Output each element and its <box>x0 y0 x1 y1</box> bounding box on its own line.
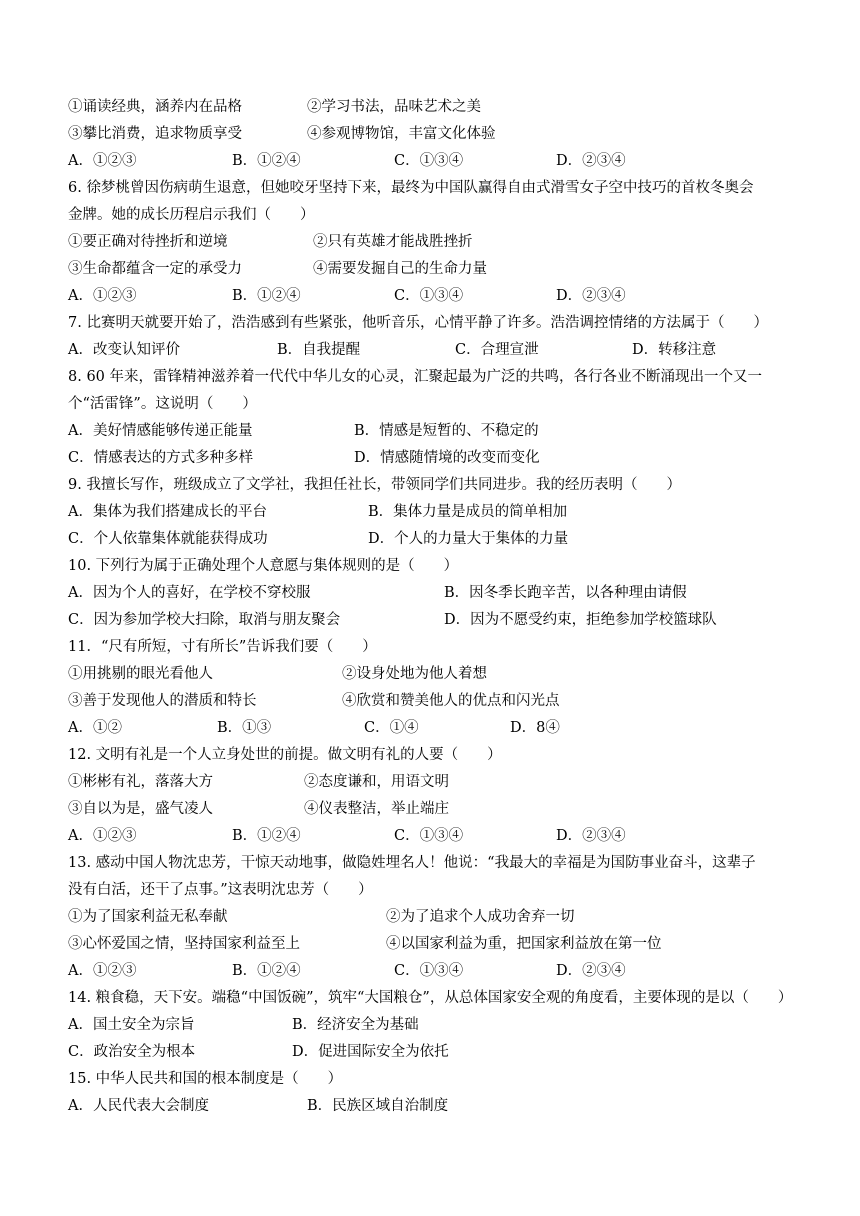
option-line <box>0 931 860 958</box>
question-11-stem <box>0 634 860 661</box>
statement-1: ①要正确对待挫折和逆境 <box>68 234 228 250</box>
question-8-stem-cont <box>0 391 860 418</box>
choice-d: D．个人的力量大于集体的力量 <box>368 531 569 547</box>
answer-choices <box>0 1039 860 1066</box>
question-6-stem <box>0 175 860 202</box>
choice-a: A．①②③ <box>68 153 137 169</box>
answer-choices <box>0 499 860 526</box>
option-line <box>0 769 860 796</box>
choice-c: C．①④ <box>364 720 419 736</box>
answer-choices <box>0 445 860 472</box>
question-text: 13. 感动中国人物沈忠芳，干惊天动地事，做隐姓埋名人！他说：“我最大的幸福是为国防事业奋斗，这辈子 <box>68 855 756 871</box>
option-line <box>0 121 860 148</box>
choice-b: B．①②④ <box>232 963 301 979</box>
choice-d: D．②③④ <box>556 828 626 844</box>
question-9-stem <box>0 472 860 499</box>
option-line <box>0 94 860 121</box>
choice-a: A．①② <box>68 720 122 736</box>
statement-4: ④仪表整洁，举止端庄 <box>304 801 449 817</box>
choice-b: B．经济安全为基础 <box>292 1017 419 1033</box>
statement-3: ③攀比消费，追求物质享受 <box>68 126 242 142</box>
choice-c: C．①③④ <box>394 828 464 844</box>
statement-1: ①用挑剔的眼光看他人 <box>68 666 213 682</box>
statement-4: ④以国家利益为重，把国家利益放在第一位 <box>386 936 662 952</box>
choice-c: C．政治安全为根本 <box>68 1044 196 1060</box>
question-8-stem <box>0 364 860 391</box>
statement-2: ②只有英雄才能战胜挫折 <box>313 234 473 250</box>
statement-3: ③善于发现他人的潜质和特长 <box>68 693 257 709</box>
choice-d: D．②③④ <box>556 288 626 304</box>
answer-choices <box>0 958 860 985</box>
question-13-stem-cont <box>0 877 860 904</box>
statement-1: ①彬彬有礼，落落大方 <box>68 774 213 790</box>
answer-choices <box>0 418 860 445</box>
question-12-stem <box>0 742 860 769</box>
statement-2: ②学习书法，品味艺术之美 <box>307 99 481 115</box>
choice-a: A．因为个人的喜好，在学校不穿校服 <box>68 585 311 601</box>
question-text: 没有白活，还干了点事。”这表明沈忠芳（ ） <box>68 882 373 898</box>
choice-c: C．①③④ <box>394 153 464 169</box>
question-13-stem <box>0 850 860 877</box>
choice-a: A．①②③ <box>68 963 137 979</box>
statement-2: ②为了追求个人成功舍弃一切 <box>386 909 575 925</box>
question-text: 7. 比赛明天就要开始了，浩浩感到有些紧张，他听音乐，心情平静了许多。浩浩调控情绪的方法属于（ ） <box>68 315 768 331</box>
choice-a: A．集体为我们搭建成长的平台 <box>68 504 267 520</box>
question-text: 11．“尺有所短，寸有所长”告诉我们要（ ） <box>68 639 377 655</box>
option-line <box>0 256 860 283</box>
choice-b: B．①③ <box>217 720 272 736</box>
question-14-stem <box>0 985 860 1012</box>
question-10-stem <box>0 553 860 580</box>
choice-b: B．①②④ <box>232 828 301 844</box>
choice-b: B．情感是短暂的、不稳定的 <box>354 423 539 439</box>
option-line <box>0 688 860 715</box>
choice-b: B．自我提醒 <box>277 342 361 358</box>
choice-c: C．①③④ <box>394 963 464 979</box>
statement-3: ③自以为是，盛气凌人 <box>68 801 213 817</box>
choice-d: D．转移注意 <box>632 342 717 358</box>
option-line <box>0 661 860 688</box>
answer-choices <box>0 337 860 364</box>
choice-a: A．①②③ <box>68 828 137 844</box>
choice-d: D．情感随情境的改变而变化 <box>354 450 540 466</box>
answer-choices <box>0 1093 860 1120</box>
question-text: 10. 下列行为属于正确处理个人意愿与集体规则的是（ ） <box>68 558 459 574</box>
statement-1: ①诵读经典，涵养内在品格 <box>68 99 242 115</box>
answer-choices <box>0 607 860 634</box>
answer-choices <box>0 580 860 607</box>
option-line <box>0 796 860 823</box>
choice-b: B．①②④ <box>232 288 301 304</box>
answer-choices <box>0 823 860 850</box>
option-line <box>0 904 860 931</box>
question-text: 14. 粮食稳，天下安。端稳“中国饭碗”，筑牢“大国粮仓”，从总体国家安全观的角度看，主要体现的是以（ ） <box>68 990 793 1006</box>
statement-2: ②设身处地为他人着想 <box>342 666 487 682</box>
choice-a: A．改变认知评价 <box>68 342 180 358</box>
answer-choices <box>0 148 860 175</box>
question-7-stem <box>0 310 860 337</box>
choice-d: D．8④ <box>510 720 560 736</box>
statement-3: ③心怀爱国之情，坚持国家利益至上 <box>68 936 300 952</box>
choice-b: B．民族区域自治制度 <box>307 1098 449 1114</box>
choice-a: A．美好情感能够传递正能量 <box>68 423 253 439</box>
answer-choices <box>0 283 860 310</box>
choice-b: B．因冬季长跑辛苦，以各种理由请假 <box>444 585 687 601</box>
choice-c: C．情感表达的方式多种多样 <box>68 450 254 466</box>
question-text: 9. 我擅长写作，班级成立了文学社，我担任社长，带领同学们共同进步。我的经历表明（ ） <box>68 477 681 493</box>
answer-choices <box>0 526 860 553</box>
choice-c: C．因为参加学校大扫除，取消与朋友聚会 <box>68 612 341 628</box>
question-6-stem-cont <box>0 202 860 229</box>
choice-b: B．集体力量是成员的简单相加 <box>368 504 568 520</box>
choice-a: A．国土安全为宗旨 <box>68 1017 195 1033</box>
question-15-stem <box>0 1066 860 1093</box>
statement-4: ④参观博物馆，丰富文化体验 <box>307 126 496 142</box>
choice-d: D．因为不愿受约束，拒绝参加学校篮球队 <box>444 612 717 628</box>
choice-d: D．促进国际安全为依托 <box>292 1044 449 1060</box>
choice-a: A．①②③ <box>68 288 137 304</box>
choice-c: C．个人依靠集体就能获得成功 <box>68 531 268 547</box>
question-text: 个“活雷锋”。这说明（ ） <box>68 396 257 412</box>
question-text: 6. 徐梦桃曾因伤病萌生退意，但她咬牙坚持下来，最终为中国队赢得自由式滑雪女子空中技巧的首枚冬奥会 <box>68 180 754 196</box>
choice-c: C．①③④ <box>394 288 464 304</box>
choice-a: A．人民代表大会制度 <box>68 1098 209 1114</box>
choice-c: C．合理宣泄 <box>455 342 539 358</box>
statement-3: ③生命都蕴含一定的承受力 <box>68 261 242 277</box>
option-line <box>0 229 860 256</box>
question-text: 8. 60 年来，雷锋精神滋养着一代代中华儿女的心灵，汇聚起最为广泛的共鸣，各行各业不断涌现出一个又一 <box>68 369 762 385</box>
choice-d: D．②③④ <box>556 963 626 979</box>
question-text: 15. 中华人民共和国的根本制度是（ ） <box>68 1071 343 1087</box>
statement-2: ②态度谦和，用语文明 <box>304 774 449 790</box>
statement-4: ④欣赏和赞美他人的优点和闪光点 <box>342 693 560 709</box>
answer-choices <box>0 715 860 742</box>
choice-b: B．①②④ <box>232 153 301 169</box>
choice-d: D．②③④ <box>556 153 626 169</box>
statement-1: ①为了国家利益无私奉献 <box>68 909 228 925</box>
statement-4: ④需要发掘自己的生命力量 <box>313 261 487 277</box>
answer-choices <box>0 1012 860 1039</box>
question-text: 12. 文明有礼是一个人立身处世的前提。做文明有礼的人要（ ） <box>68 747 502 763</box>
question-text: 金牌。她的成长历程启示我们（ ） <box>68 207 315 223</box>
